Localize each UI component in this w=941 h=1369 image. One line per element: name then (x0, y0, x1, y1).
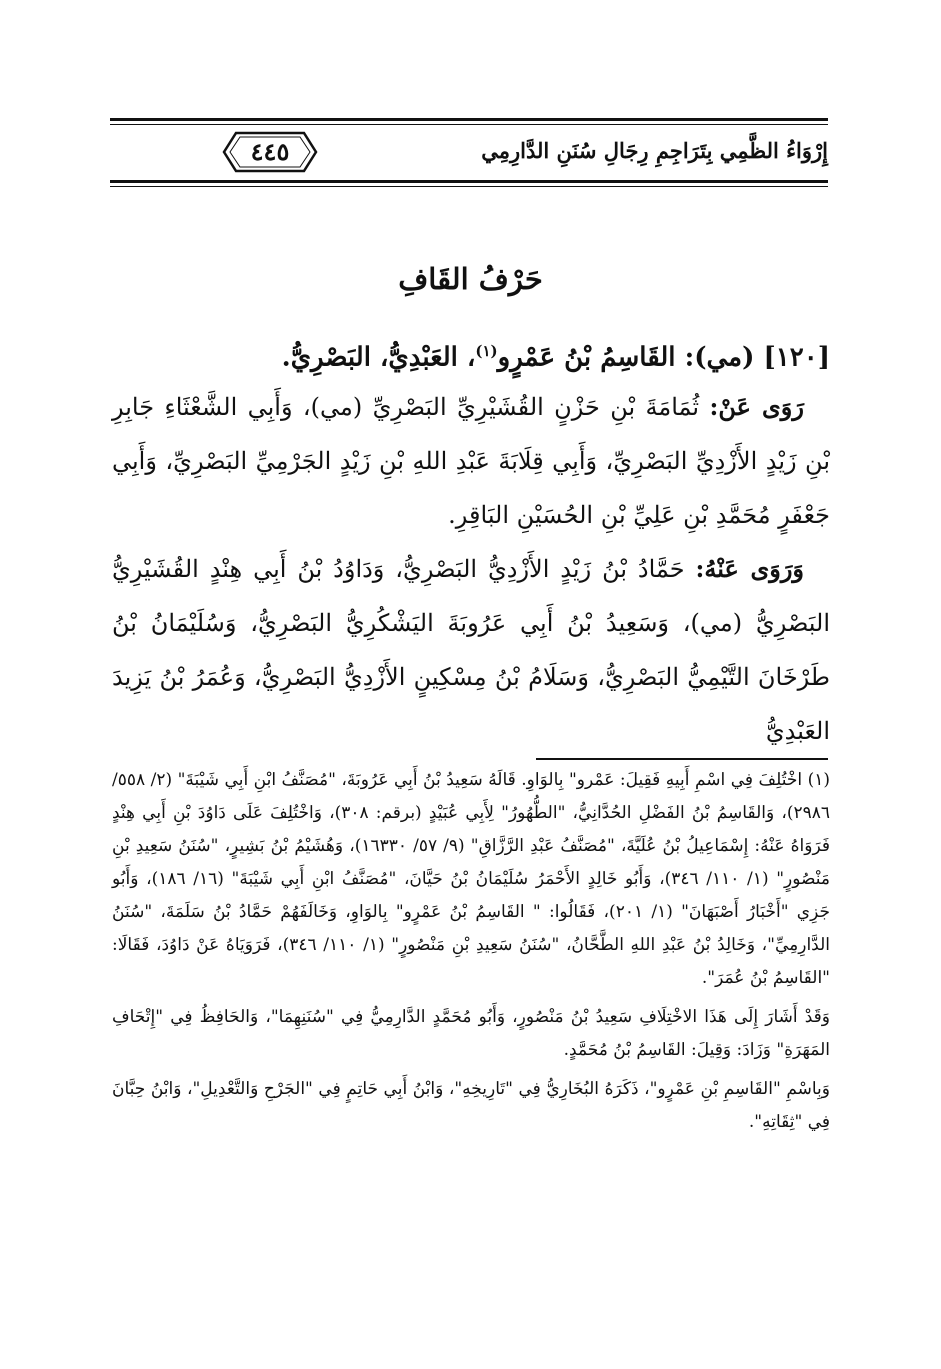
page-number-badge (222, 131, 318, 173)
header-rule-bottom-thin (110, 186, 828, 187)
narrated-by-paragraph (112, 542, 830, 758)
entry-name: القَاسِمُ بْنُ عَمْرٍو (497, 342, 676, 373)
narrated-by-text: حَمَّادُ بْنُ زَيْدٍ الأَزْدِيُّ البَصْرِيُّ، وَدَاوُدُ بْنُ أَبِي هِنْدٍ القُشَيْرِيُّ البَصْرِيُّ (مي)، وَسَعِيدُ بْنُ أَبِي عَرُوبَةَ اليَشْكُرِيُّ البَصْرِيُّ، وَسُلَيْمَانُ بْنُ طَرْخَانَ التَّيْمِيُّ البَصْرِيُّ، وَسَلَامُ بْنُ مِسْكِينٍ الأَزْدِيُّ البَصْرِيُّ، وَعُمَرُ بْنُ يَزِيدَ العَبْدِيُّ (112, 555, 830, 745)
header-rule-top (110, 118, 828, 121)
header-rule-bottom (110, 180, 828, 183)
section-heading: حَرْفُ القَافِ (398, 262, 543, 296)
footnote-separator (536, 758, 828, 760)
footnotes (112, 764, 830, 1139)
narrated-from-paragraph (112, 380, 830, 542)
narrated-from-text: ثُمَامَةَ بْنِ حَزْنٍ القُشَيْرِيِّ البَصْرِيِّ (مي)، وَأَبِي الشَّعْثَاءِ جَابِرِ بْنِ زَيْدٍ الأَزْدِيِّ البَصْرِيِّ، وَأَبِي قِلَابَةَ عَبْدِ اللهِ بْنِ زَيْدٍ الجَرْمِيِّ البَصْرِيِّ، وَأَبِي جَعْفَرٍ مُحَمَّدِ بْنِ عَلِيِّ بْنِ الحُسَيْنِ البَاقِرِ. (112, 393, 830, 529)
entry-number: [١٢٠] (763, 342, 830, 373)
entry-nisba: ، العَبْدِيُّ، البَصْرِيُّ. (281, 342, 476, 373)
footnote-1-final: وَبِاسْمِ "القَاسِمِ بْنِ عَمْرٍو"، ذَكَرَهُ البُخَارِيُّ فِي "تَارِيخِهِ"، وَابْنُ أَبِي حَاتِمٍ فِي "الجَرْحِ وَالتَّعْدِيلِ"، وَابْنُ حِبَّانَ فِي "ثِقَاتِهِ". (112, 1079, 830, 1132)
main-text (112, 322, 830, 758)
footnote-1: (١) اخْتُلِفَ فِي اسْمِ أَبِيهِ فَقِيلَ: عَمْرو" بِالوَاوِ. قَالَهُ سَعِيدُ بْنُ أَبِي عَرُوبَةَ، "مُصَنَّفُ ابْنِ أَبِي شَيْبَةَ" (٢/ ٥٥٨/ ٢٩٨٦)، وَالقَاسِمُ بْنُ الفَضْلِ الحُدَّانِيُّ، "الطُّهُورُ" لِأَبِي عُبَيْدٍ (برقم: ٣٠٨)، وَاخْتُلِفَ عَلَى دَاوُدَ بْنِ أَبِي هِنْدٍ فَرَوَاهُ عَنْهُ: إِسْمَاعِيلُ بْنُ عُلَيَّةَ، "مُصَنَّفُ عَبْدِ الرَّزَّاقِ" (٩/ ٥٧/ ١٦٣٣٠)، وَهُشَيْمُ بْنُ بَشِيرٍ، "سُنَنُ سَعِيدِ بْنِ مَنْصُورٍ" (١/ ١١٠/ ٣٤٦)، وَأَبُو خَالِدٍ الأَحْمَرُ سُلَيْمَانُ بْنُ حَيَّانَ، "مُصَنَّفُ ابْنِ أَبِي شَيْبَةَ" (١٦/ ١٨٦)، وَأَبُو جَزِي "أَخْبَارُ أَصْبَهَانَ" (١/ ٢٠١)، فَقَالُوا: " القَاسِمُ بْنُ عَمْرٍو" بِالوَاوِ، وَخَالَفَهُمْ حَمَّادُ بْنُ سَلَمَةَ، "سُنَنُ الدَّارِمِيِّ"، وَخَالِدُ بْنُ عَبْدِ اللهِ الطَّحَّانُ، "سُنَنُ سَعِيدِ بْنِ مَنْصُورٍ" (١/ ١١٠/ ٣٤٦)، فَرَوَيَاهُ عَنْ دَاوُدَ، فَقَالَا: "القَاسِمُ بْنُ عُمَرَ". (112, 770, 831, 988)
entry-title (112, 322, 830, 380)
header-rule-top-thin (110, 124, 828, 125)
entry-code: (مي): (684, 342, 755, 373)
page-header (110, 118, 828, 190)
running-title: إِرْوَاءُ الظَّمِي بِتَرَاجِمِ رِجَالِ سُنَنِ الدَّارِمِي (481, 138, 828, 163)
narrated-from-lead: رَوَى عَنْ: (709, 392, 804, 421)
footnote-1-continued: وَقَدْ أَشَارَ إِلَى هَذَا الاخْتِلَافِ سَعِيدُ بْنُ مَنْصُورٍ، وَأَبُو مُحَمَّدٍ الدَّارِمِيُّ فِي "سُنَنِهِمَا"، وَالحَافِظُ فِي "إِتْحَافِ المَهَرَةِ" وَزَادَ: وَقِيلَ: القَاسِمُ بْنُ مُحَمَّدٍ. (112, 1007, 830, 1060)
page-number: ٤٤٥ (250, 137, 290, 166)
narrated-by-lead: وَرَوَى عَنْهُ: (695, 554, 804, 583)
footnote-ref[interactable]: (١) (475, 342, 498, 360)
